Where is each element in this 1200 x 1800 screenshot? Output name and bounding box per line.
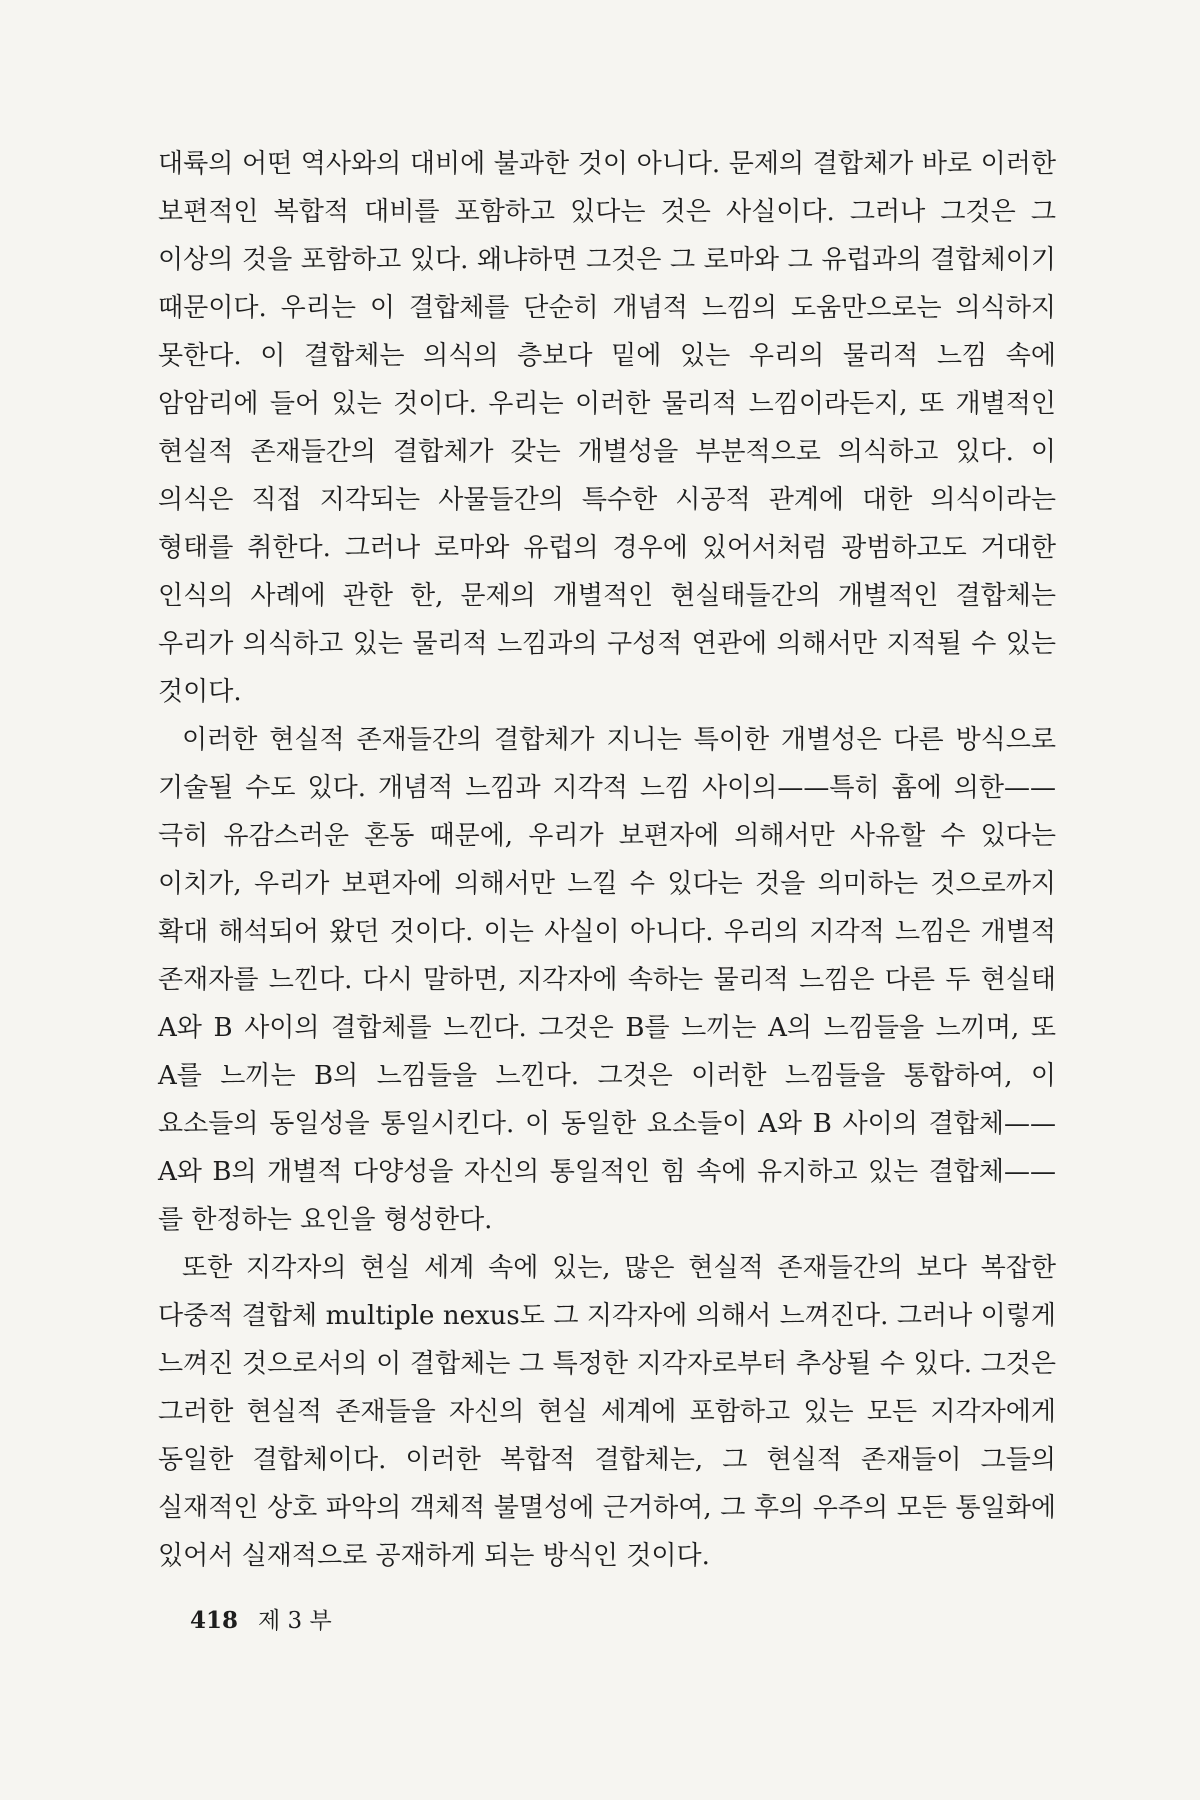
body-text <box>158 140 1056 1580</box>
paragraph-2: 이러한 현실적 존재들간의 결합체가 지니는 특이한 개별성은 다른 방식으로 기술될 수도 있다. 개념적 느낌과 지각적 느낌 사이의——특히 흄에 의한——극히 유감스러운 혼동 때문에, 우리가 보편자에 의해서만 사유할 수 있다는 이치가, 우리가 보편자에 의해서만 느낄 수 있다는 것을 의미하는 것으로까지 확대 해석되어 왔던 것이다. 이는 사실이 아니다. 우리의 지각적 느낌은 개별적 존재자를 느낀다. 다시 말하면, 지각자에 속하는 물리적 느낌은 다른 두 현실태 A와 B 사이의 결합체를 느낀다. 그것은 B를 느끼는 A의 느낌들을 느끼며, 또 A를 느끼는 B의 느낌들을 느낀다. 그것은 이러한 느낌들을 통합하여, 이 요소들의 동일성을 통일시킨다. 이 동일한 요소들이 A와 B 사이의 결합체——A와 B의 개별적 다양성을 자신의 통일적인 힘 속에 유지하고 있는 결합체——를 한정하는 요인을 형성한다. <box>158 725 1056 1235</box>
page-footer <box>190 1606 332 1636</box>
page-number: 418 <box>190 1607 239 1634</box>
section-label: 제 3 부 <box>258 1608 332 1634</box>
paragraph-1: 대륙의 어떤 역사와의 대비에 불과한 것이 아니다. 문제의 결합체가 바로 이러한 보편적인 복합적 대비를 포함하고 있다는 것은 사실이다. 그러나 그것은 그 이상의 것을 포함하고 있다. 왜냐하면 그것은 그 로마와 그 유럽과의 결합체이기 때문이다. 우리는 이 결합체를 단순히 개념적 느낌의 도움만으로는 의식하지 못한다. 이 결합체는 의식의 층보다 밑에 있는 우리의 물리적 느낌 속에 암암리에 들어 있는 것이다. 우리는 이러한 물리적 느낌이라든지, 또 개별적인 현실적 존재들간의 결합체가 갖는 개별성을 부분적으로 의식하고 있다. 이 의식은 직접 지각되는 사물들간의 특수한 시공적 관계에 대한 의식이라는 형태를 취한다. 그러나 로마와 유럽의 경우에 있어서처럼 광범하고도 거대한 인식의 사례에 관한 한, 문제의 개별적인 현실태들간의 개별적인 결합체는 우리가 의식하고 있는 물리적 느낌과의 구성적 연관에 의해서만 지적될 수 있는 것이다. <box>158 149 1056 707</box>
paragraph-3: 또한 지각자의 현실 세계 속에 있는, 많은 현실적 존재들간의 보다 복잡한 다중적 결합체 multiple nexus도 그 지각자에 의해서 느껴진다. 그러나 이렇게 느껴진 것으로서의 이 결합체는 그 특정한 지각자로부터 추상될 수 있다. 그것은 그러한 현실적 존재들을 자신의 현실 세계에 포함하고 있는 모든 지각자에게 동일한 결합체이다. 이러한 복합적 결합체는, 그 현실적 존재들이 그들의 실재적인 상호 파악의 객체적 불멸성에 근거하여, 그 후의 우주의 모든 통일화에 있어서 실재적으로 공재하게 되는 방식인 것이다. <box>158 1253 1056 1571</box>
